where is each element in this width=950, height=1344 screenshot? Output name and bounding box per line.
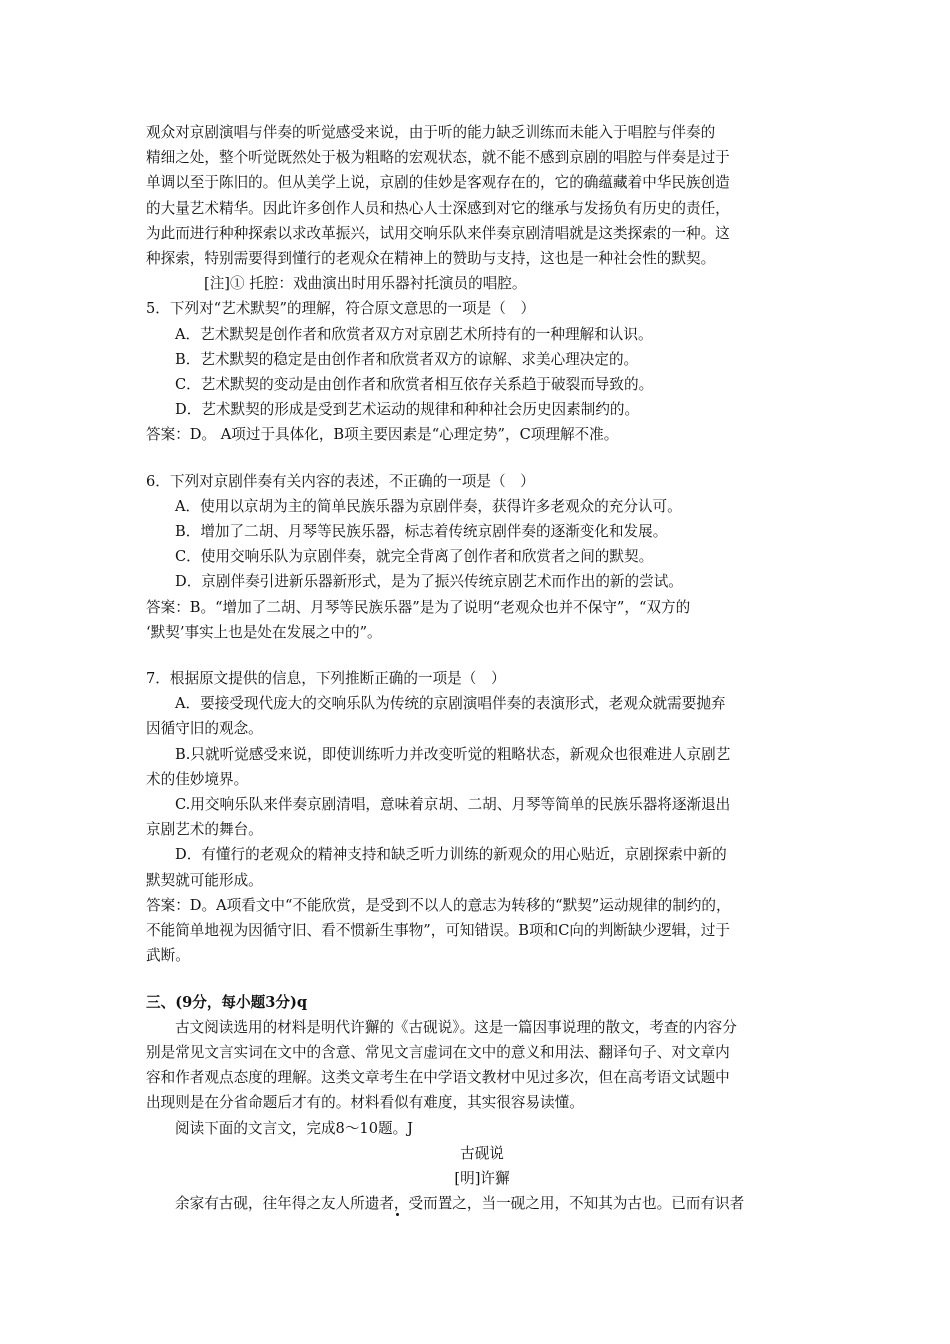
section-3-intro-line: 古文阅读选用的材料是明代许獬的《古砚说》。这是一篇因事说理的散文，考查的内容分 — [175, 1018, 737, 1036]
passage-line: 单调以至于陈旧的。但从美学上说，京剧的佳妙是客观存在的，它的确蕴藏着中华民族创造 — [146, 174, 730, 192]
passage-line: 种探索，特别需要得到懂行的老观众在精神上的赞助与支持，这也是一种社会性的默契。 — [146, 250, 716, 268]
section-3-intro-line: 出现则是在分省命题后才有的。材料看似有难度，其实很容易读懂。 — [146, 1094, 584, 1112]
question-6-option-b: B．增加了二胡、月琴等民族乐器，标志着传统京剧伴奏的逐渐变化和发展。 — [175, 523, 668, 541]
spacer — [146, 969, 818, 990]
question-6-option-d: D．京剧伴奏引进新乐器新形式，是为了振兴传统京剧艺术而作出的新的尝试。 — [175, 573, 683, 591]
question-5-option-d: D．艺术默契的形成是受到艺术运动的规律和种种社会历史因素制约的。 — [175, 401, 640, 419]
spacer — [146, 645, 818, 666]
question-7-option-c-cont: 京剧艺术的舞台。 — [146, 821, 263, 839]
question-6-option-c: C．使用交响乐队为京剧伴奏，就完全背离了创作者和欣赏者之间的默契。 — [175, 548, 654, 566]
question-5-option-a: A．艺术默契是创作者和欣赏者双方对京剧艺术所持有的一种理解和认识。 — [175, 325, 653, 343]
question-7-option-b-cont: 术的佳妙境界。 — [146, 770, 249, 788]
passage-line: 精细之处，整个听觉既然处于极为粗略的宏观状态，就不能不感到京剧的唱腔与伴奏是过于 — [146, 149, 730, 167]
footnote: [注]① 托腔：戏曲演出时用乐器衬托演员的唱腔。 — [204, 275, 527, 293]
section-3-heading: 三、(9分，每小题3分)q — [146, 993, 308, 1011]
classical-text-title: 古砚说 — [460, 1144, 504, 1162]
question-5-option-b: B．艺术默契的稳定是由创作者和欣赏者双方的谅解、求美心理决定的。 — [175, 350, 639, 368]
page-content — [146, 120, 818, 1216]
question-7-option-d-cont: 默契就可能形成。 — [146, 871, 263, 889]
question-6-answer-line: ‘默契’事实上也是处在发展之中的”。 — [146, 623, 382, 641]
section-3-intro-line: 容和作者观点态度的理解。这类文章考生在中学语文教材中见过多次，但在高考语文试题中 — [146, 1069, 730, 1087]
classical-text-first-line: 余家有古砚，往年得之友人所遗者，受而置之，当一砚之用，不知其为古也。已而有识者 — [175, 1195, 745, 1213]
question-7-stem: 7．根据原文提供的信息，下列推断正确的一项是（ ） — [146, 670, 506, 688]
stray-dot-mark — [396, 1213, 399, 1216]
question-6-option-a: A．使用以京胡为主的简单民族乐器为京剧伴奏，获得许多老观众的充分认可。 — [175, 497, 682, 515]
passage-line: 的大量艺术精华。因此许多创作人员和热心人士深感到对它的继承与发扬负有历史的责任， — [146, 199, 730, 217]
section-3-instruction: 阅读下面的文言文，完成8～10题。J — [175, 1119, 414, 1137]
question-7-option-a: A．要接受现代庞大的交响乐队为传统的京剧演唱伴奏的表演形式，老观众就需要抛弃 — [175, 695, 726, 713]
section-3-intro-line: 别是常见文言实词在文中的含意、常见文言虚词在文中的意义和用法、翻译句子、对文章内 — [146, 1043, 730, 1061]
question-7-option-b: B.只就听觉感受来说，即使训练听力并改变听觉的粗略状态，新观众也很难进人京剧艺 — [175, 745, 731, 763]
question-7-option-a-cont: 因循守旧的观念。 — [146, 720, 263, 738]
question-6-answer-line: 答案：B。“增加了二胡、月琴等民族乐器”是为了说明“老观众也并不保守”，“双方的 — [146, 598, 691, 616]
passage-line: 为此而进行种种探索以求改革振兴，试用交响乐队来伴奏京剧清唱就是这类探索的一种。这 — [146, 224, 730, 242]
question-6-stem: 6．下列对京剧伴奏有关内容的表述，不正确的一项是（ ） — [146, 472, 535, 490]
spacer — [146, 448, 818, 469]
question-7-option-c: C.用交响乐队来伴奏京剧清唱，意味着京胡、二胡、月琴等简单的民族乐器将逐渐退出 — [175, 796, 731, 814]
question-7-answer-line: 武断。 — [146, 947, 190, 965]
question-5-option-c: C．艺术默契的变动是由创作者和欣赏者相互依存关系趋于破裂而导致的。 — [175, 376, 654, 394]
question-7-answer-line: 不能简单地视为因循守旧、看不惯新生事物”，可知错误。B项和C向的判断缺少逻辑，过于 — [146, 922, 730, 940]
question-7-answer-line: 答案：D。A项看文中“不能欣赏，是受到不以人的意志为转移的“默契”运动规律的制约的， — [146, 896, 731, 914]
passage-line: 观众对京剧演唱与伴奏的听觉感受来说，由于听的能力缺乏训练而未能入于唱腔与伴奏的 — [146, 124, 716, 141]
question-5-stem: 5．下列对“艺术默契”的理解，符合原文意思的一项是（ ） — [146, 300, 536, 318]
question-7-option-d: D．有懂行的老观众的精神支持和缺乏听力训练的新观众的用心贴近，京剧探索中新的 — [175, 846, 727, 864]
question-5-answer: 答案：D。 A项过于具体化，B项主要因素是“心理定势”，C项理解不准。 — [146, 426, 619, 444]
classical-text-author: [明]许獬 — [454, 1169, 510, 1187]
